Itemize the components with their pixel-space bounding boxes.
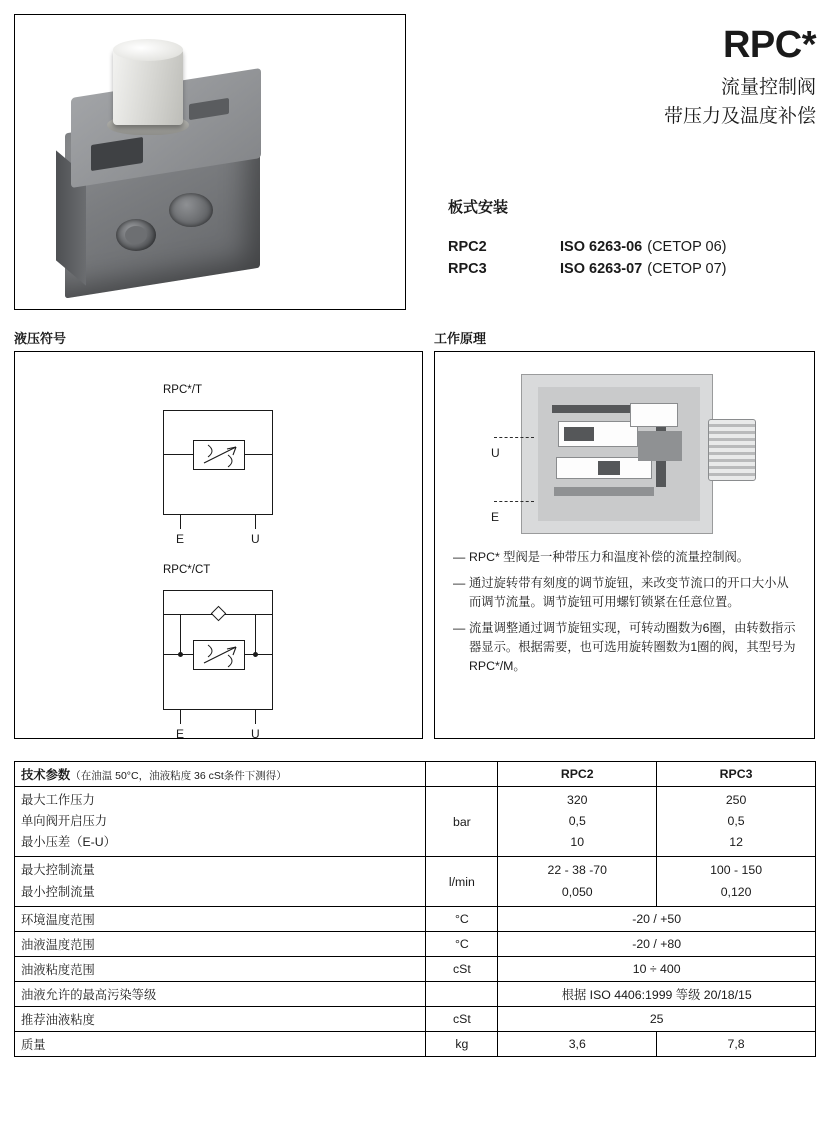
knob-top-cap bbox=[113, 39, 183, 61]
table-row bbox=[15, 981, 816, 1006]
row-desc: 油液允许的最高污染等级 bbox=[15, 981, 426, 1006]
symbol-1-port-e: E bbox=[176, 532, 185, 546]
row-desc-line: 最大工作压力 bbox=[21, 793, 95, 807]
drawing-throttle-unit bbox=[630, 403, 678, 427]
row-unit: l/min bbox=[426, 857, 498, 906]
principle-bullet-text: RPC* 型阀是一种带压力和温度补偿的流量控制阀。 bbox=[469, 550, 750, 564]
row-value-rpc2 bbox=[498, 787, 657, 857]
valve-port-a bbox=[169, 193, 213, 227]
drawing-adjustment-knob bbox=[708, 419, 756, 481]
principle-bullet-text: 流量调整通过调节旋钮实现，可转动圈数为6圈，由转数指示器显示。根据需要，也可选用旋转圈数为1圈的阀，其型号为RPC*/M。 bbox=[469, 621, 796, 674]
bullet-dash-icon: — bbox=[453, 550, 466, 564]
row-value-shared: 根据 ISO 4406:1999 等级 20/18/15 bbox=[498, 981, 816, 1006]
specifications-table bbox=[14, 761, 816, 1057]
bullet-dash-icon: — bbox=[453, 621, 466, 636]
symbol-1-throttle-box bbox=[193, 440, 245, 470]
drawing-spool bbox=[564, 427, 594, 441]
header-text-block bbox=[406, 14, 816, 310]
table-row bbox=[15, 956, 816, 981]
row-unit: bar bbox=[426, 787, 498, 857]
row-value-shared: -20 / +50 bbox=[498, 906, 816, 931]
principle-label-e: E bbox=[491, 510, 500, 524]
mounting-cetop: (CETOP 06) bbox=[647, 239, 727, 255]
row-value-line: 0,5 bbox=[727, 814, 745, 829]
bullet-dash-icon: — bbox=[453, 576, 466, 591]
principle-bullet bbox=[453, 619, 800, 676]
drawing-leader-e bbox=[494, 501, 534, 502]
panels bbox=[0, 347, 830, 739]
symbol-2-line-mid-right bbox=[245, 654, 273, 655]
symbol-1-caption: RPC*/T bbox=[163, 384, 202, 396]
principle-bullet bbox=[453, 548, 800, 567]
row-value-line: 22 - 38 -70 bbox=[547, 863, 607, 878]
row-value-line: 10 bbox=[570, 835, 585, 850]
drawing-body-core bbox=[638, 431, 682, 461]
symbol-1-stub-left bbox=[180, 515, 181, 529]
mounting-cetop: (CETOP 07) bbox=[647, 261, 727, 277]
mounting-row bbox=[448, 239, 816, 255]
table-row bbox=[15, 931, 816, 956]
symbol-1-port-u: U bbox=[251, 532, 260, 546]
row-value-rpc3: 7,8 bbox=[657, 1031, 816, 1056]
table-header-note: （在油温 50°C，油液粘度 36 cSt条件下测得） bbox=[70, 770, 287, 782]
mounting-iso: ISO 6263-06 bbox=[560, 239, 643, 255]
row-desc-line: 单向阀开启压力 bbox=[21, 814, 108, 829]
row-desc: 环境温度范围 bbox=[15, 906, 426, 931]
row-value-line: 0,5 bbox=[568, 814, 586, 829]
row-desc-line: 最小压差（E-U） bbox=[21, 835, 116, 850]
row-unit: cSt bbox=[426, 1006, 498, 1031]
principle-drawing-body bbox=[538, 387, 700, 521]
section-labels bbox=[0, 328, 830, 347]
page-subtitle-2: 带压力及温度补偿 bbox=[663, 106, 816, 127]
symbol-1-stub-right bbox=[255, 515, 256, 529]
row-desc: 推荐油液粘度 bbox=[15, 1006, 426, 1031]
principle-section-label: 工作原理 bbox=[434, 331, 487, 346]
row-desc: 质量 bbox=[15, 1031, 426, 1056]
principle-bullet bbox=[453, 574, 800, 612]
principle-bullet-text: 通过旋转带有刻度的调节旋钮，来改变节流口的开口大小从而调节流量。调节旋钮可用螺钉锁紧在任意位置。 bbox=[469, 576, 789, 610]
symbol-2-vertical-right bbox=[255, 614, 256, 655]
drawing-channel-1 bbox=[552, 405, 638, 413]
row-desc bbox=[15, 787, 426, 857]
symbol-2-throttle-box bbox=[193, 640, 245, 670]
throttle-arrow-icon bbox=[194, 441, 246, 471]
table-header-rpc3: RPC3 bbox=[657, 762, 816, 787]
drawing-channel-2 bbox=[554, 487, 654, 496]
page-subtitle-1: 流量控制阀 bbox=[720, 77, 816, 98]
mounting-row bbox=[448, 261, 816, 277]
valve-illustration bbox=[41, 23, 301, 308]
row-unit: kg bbox=[426, 1031, 498, 1056]
symbol-2-junction-right bbox=[253, 652, 258, 657]
mounting-title: 板式安装 bbox=[448, 199, 509, 216]
row-value-line: 100 - 150 bbox=[710, 863, 763, 878]
symbol-2-line-top-left bbox=[163, 614, 213, 615]
row-desc: 油液粘度范围 bbox=[15, 956, 426, 981]
mounting-model: RPC2 bbox=[448, 239, 487, 255]
row-value-rpc2 bbox=[498, 857, 657, 906]
row-value-line: 0,120 bbox=[720, 884, 752, 899]
row-value-line: 0,050 bbox=[561, 884, 593, 899]
row-unit bbox=[426, 981, 498, 1006]
row-value-rpc2: 3,6 bbox=[498, 1031, 657, 1056]
table-header-rpc2: RPC2 bbox=[498, 762, 657, 787]
row-desc-line: 最小控制流量 bbox=[21, 884, 95, 899]
table-row bbox=[15, 1031, 816, 1056]
principle-label-u: U bbox=[491, 446, 500, 460]
row-value-line: 12 bbox=[729, 835, 743, 850]
row-unit: °C bbox=[426, 931, 498, 956]
table-row bbox=[15, 1006, 816, 1031]
symbol-2-stub-left bbox=[180, 710, 181, 724]
row-value-shared: 10 ÷ 400 bbox=[498, 956, 816, 981]
row-value-line: 320 bbox=[566, 793, 588, 807]
symbol-2-junction-left bbox=[178, 652, 183, 657]
row-unit: cSt bbox=[426, 956, 498, 981]
working-principle-panel bbox=[434, 351, 815, 739]
drawing-leader-u bbox=[494, 437, 534, 438]
specifications-table-wrap bbox=[0, 761, 830, 1057]
symbol-2-line-top-right bbox=[225, 614, 273, 615]
symbol-2-port-e: E bbox=[176, 727, 185, 741]
row-value-line: 250 bbox=[725, 793, 747, 807]
symbol-2-vertical-left bbox=[180, 614, 181, 655]
table-header-title: 技术参数 bbox=[21, 768, 71, 782]
row-value-rpc3 bbox=[657, 857, 816, 906]
row-value-shared: -20 / +80 bbox=[498, 931, 816, 956]
header bbox=[0, 0, 830, 310]
symbols-section-label: 液压符号 bbox=[14, 331, 67, 346]
principle-section-drawing bbox=[521, 374, 713, 534]
symbol-1-line-left bbox=[163, 454, 193, 455]
row-desc: 油液温度范围 bbox=[15, 931, 426, 956]
row-value-shared: 25 bbox=[498, 1006, 816, 1031]
symbol-2-stub-right bbox=[255, 710, 256, 724]
row-value-rpc3 bbox=[657, 787, 816, 857]
mounting-iso: ISO 6263-07 bbox=[560, 261, 643, 277]
row-unit: °C bbox=[426, 906, 498, 931]
row-desc-line: 最大控制流量 bbox=[21, 863, 95, 878]
mounting-model: RPC3 bbox=[448, 261, 487, 277]
valve-port-b bbox=[116, 219, 156, 251]
table-row bbox=[15, 787, 816, 857]
hydraulic-symbols-panel bbox=[14, 351, 423, 739]
mounting-block bbox=[428, 196, 816, 277]
throttle-arrow-icon bbox=[194, 641, 246, 671]
table-header-row bbox=[15, 762, 816, 787]
drawing-compensator-piston bbox=[598, 461, 620, 475]
table-row bbox=[15, 857, 816, 906]
symbol-2-caption: RPC*/CT bbox=[163, 564, 211, 576]
table-header-desc bbox=[15, 762, 426, 787]
symbol-2-port-u: U bbox=[251, 727, 260, 741]
mounting-rows bbox=[448, 239, 816, 277]
principle-bullets bbox=[453, 548, 800, 683]
symbol-1-line-right bbox=[245, 454, 273, 455]
page-title: RPC* bbox=[722, 24, 816, 66]
product-photo bbox=[14, 14, 406, 310]
row-desc bbox=[15, 857, 426, 906]
table-header-unit bbox=[426, 762, 498, 787]
table-row bbox=[15, 906, 816, 931]
